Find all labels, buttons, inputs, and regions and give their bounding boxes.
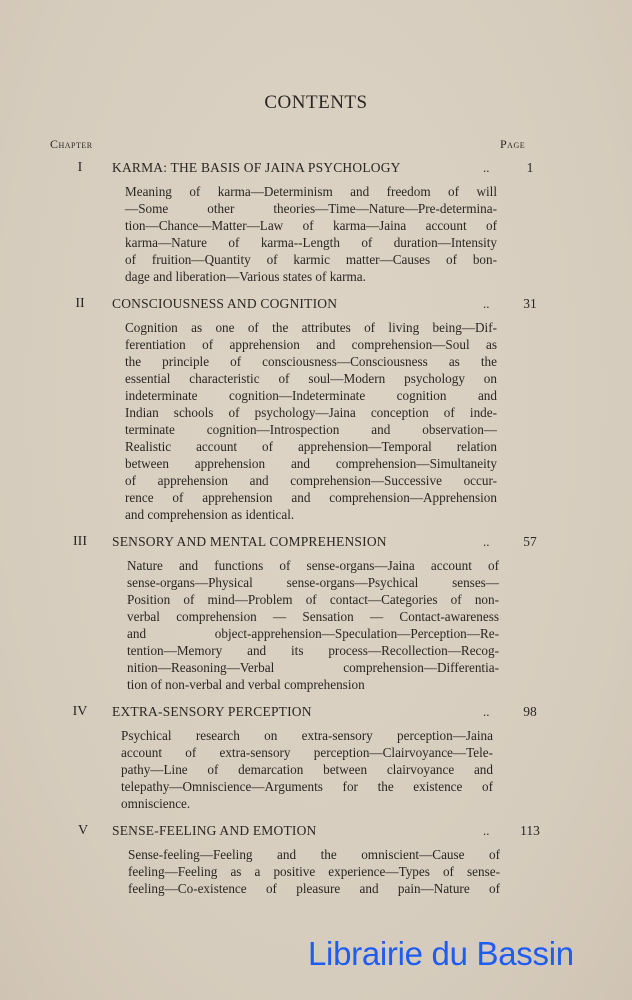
summary-line: Indian schools of psychology—Jaina conception of inde-	[125, 405, 497, 420]
leader-dots: ..	[483, 704, 490, 719]
page-number: 1	[526, 160, 534, 175]
summary-line: verbal comprehension — Sensation — Contact-awareness	[127, 609, 499, 624]
summary-line: ferentiation of apprehension and comprehension—Soul as	[125, 337, 497, 352]
chapter-numeral: III	[73, 534, 87, 549]
summary-line: Realistic account of apprehension—Temporal relation	[125, 439, 497, 454]
chapter-numeral: V	[77, 823, 89, 838]
summary-line: indeterminate cognition—Indeterminate cognition and	[125, 388, 497, 403]
summary-line: of apprehension and comprehension—Successive occur-	[125, 473, 497, 488]
chapter-title: EXTRA-SENSORY PERCEPTION	[112, 704, 312, 719]
summary-line: telepathy—Omniscience—Arguments for the existence of	[121, 779, 493, 794]
chapter-title: SENSE-FEELING AND EMOTION	[112, 823, 317, 838]
summary-line: Cognition as one of the attributes of living being—Dif-	[125, 320, 497, 335]
summary-line: feeling—Feeling as a positive experience—Types of sense-	[128, 864, 500, 879]
summary-line: and object-apprehension—Speculation—Perception—Re-	[127, 626, 499, 641]
chapter-summary	[128, 846, 500, 897]
chapter-summary	[121, 727, 493, 812]
page-column-label: Page	[500, 137, 526, 151]
page-number: 98	[523, 704, 537, 719]
summary-line: essential characteristic of soul—Modern psychology on	[125, 371, 497, 386]
chapter-title: SENSORY AND MENTAL COMPREHENSION	[112, 534, 387, 549]
summary-line: karma—Nature of karma--Length of duration—Intensity	[125, 235, 497, 250]
chapter-column-label: Chapter	[50, 137, 93, 151]
summary-line: of fruition—Quantity of karmic matter—Causes of bon-	[125, 252, 497, 267]
summary-line: terminate cognition—Introspection and observation—	[125, 422, 497, 437]
chapter-numeral: II	[75, 296, 85, 311]
chapter-title: CONSCIOUSNESS AND COGNITION	[112, 296, 338, 311]
chapter-title: KARMA: THE BASIS OF JAINA PSYCHOLOGY	[112, 160, 401, 175]
leader-dots: ..	[483, 823, 490, 838]
summary-line: account of extra-sensory perception—Clairvoyance—Tele-	[121, 745, 493, 760]
summary-line: sense-organs—Physical sense-organs—Psychical senses—	[127, 575, 499, 590]
chapter-summary	[125, 183, 497, 285]
summary-line: Nature and functions of sense-organs—Jaina account of	[127, 558, 499, 573]
summary-line: feeling—Co-existence of pleasure and pain—Nature of	[128, 881, 500, 896]
summary-line: tion of non-verbal and verbal comprehension	[127, 677, 365, 692]
chapter-numeral: I	[77, 160, 83, 175]
page-number: 57	[523, 534, 537, 549]
summary-line: —Some other theories—Time—Nature—Pre-determina-	[125, 201, 497, 216]
summary-line: the principle of consciousness—Consciousness as the	[125, 354, 497, 369]
chapter-summary	[127, 557, 499, 693]
summary-line: Sense-feeling—Feeling and the omniscient—Cause of	[128, 847, 500, 862]
summary-line: tion—Chance—Matter—Law of karma—Jaina account of	[125, 218, 497, 233]
summary-line: omniscience.	[121, 796, 191, 811]
summary-line: between apprehension and comprehension—Simultaneity	[125, 456, 497, 471]
chapter-summary	[125, 319, 497, 523]
page-title: CONTENTS	[264, 92, 368, 113]
summary-line: nition—Reasoning—Verbal comprehension—Differentia-	[127, 660, 499, 675]
page-number: 113	[520, 823, 540, 838]
summary-line: tention—Memory and its process—Recollection—Recog-	[127, 643, 499, 658]
summary-line: Position of mind—Problem of contact—Categories of non-	[127, 592, 499, 607]
summary-line: dage and liberation—Various states of karma.	[125, 269, 366, 284]
summary-line: Meaning of karma—Determinism and freedom of will	[125, 184, 497, 199]
summary-line: Psychical research on extra-sensory perception—Jaina	[121, 728, 493, 743]
chapter-numeral: IV	[72, 704, 88, 719]
summary-line: pathy—Line of demarcation between clairvoyance and	[121, 762, 493, 777]
leader-dots: ..	[483, 160, 490, 175]
watermark: Librairie du Bassin	[308, 935, 574, 972]
leader-dots: ..	[483, 534, 490, 549]
leader-dots: ..	[483, 296, 490, 311]
summary-line: rence of apprehension and comprehension—Apprehension	[125, 490, 497, 505]
page-number: 31	[523, 296, 537, 311]
summary-line: and comprehension as identical.	[125, 507, 295, 522]
